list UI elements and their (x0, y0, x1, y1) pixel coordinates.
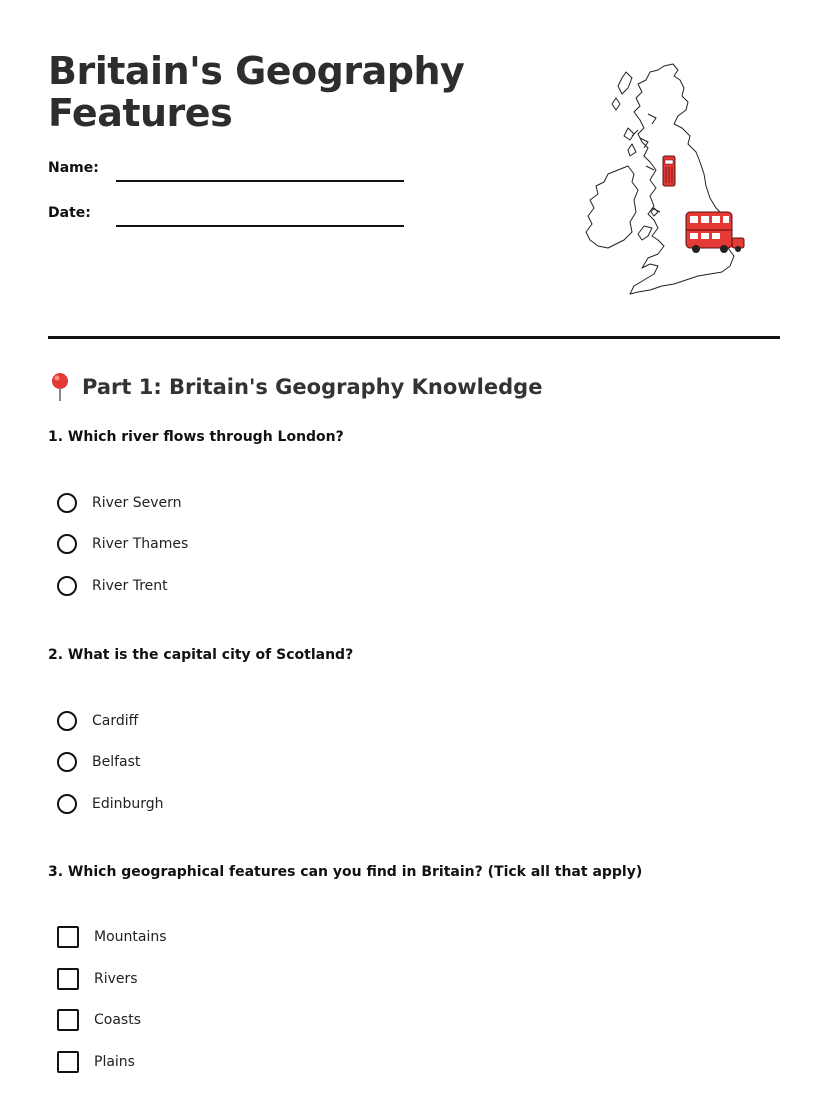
uk-map-illustration (578, 58, 758, 300)
checkbox[interactable] (57, 926, 79, 948)
red-double-decker-bus-icon (686, 212, 744, 253)
q2-option-3[interactable] (57, 791, 164, 817)
title-line-1: Britain's Geography (48, 49, 465, 93)
option-label: Mountains (94, 929, 167, 945)
option-label: Edinburgh (92, 796, 164, 812)
option-label: River Trent (92, 578, 168, 594)
part1-heading-text: Part 1: Britain's Geography Knowledge (82, 375, 543, 399)
radio-button[interactable] (57, 534, 77, 554)
q3-option-1[interactable] (57, 924, 167, 950)
checkbox[interactable] (57, 1009, 79, 1031)
worksheet-title (48, 50, 468, 134)
option-label: River Thames (92, 536, 189, 552)
q1-option-3[interactable] (57, 573, 168, 599)
date-label: Date: (48, 205, 91, 221)
checkbox[interactable] (57, 968, 79, 990)
title-line-2: Features (48, 91, 233, 135)
radio-button[interactable] (57, 493, 77, 513)
part1-heading (48, 372, 542, 402)
q2-option-1[interactable] (57, 708, 138, 734)
q2-option-2[interactable] (57, 749, 140, 775)
question-2: 2. What is the capital city of Scotland? (48, 647, 354, 663)
name-label: Name: (48, 160, 99, 176)
date-field[interactable] (116, 225, 404, 227)
checkbox[interactable] (57, 1051, 79, 1073)
q1-option-1[interactable] (57, 490, 182, 516)
header-divider (48, 336, 780, 339)
q3-option-3[interactable] (57, 1007, 141, 1033)
q3-option-4[interactable] (57, 1049, 135, 1075)
radio-button[interactable] (57, 576, 77, 596)
option-label: Rivers (94, 971, 138, 987)
uk-map-outline-icon (578, 58, 758, 300)
option-label: Plains (94, 1054, 135, 1070)
option-label: River Severn (92, 495, 182, 511)
red-telephone-box-icon (663, 156, 675, 186)
option-label: Coasts (94, 1012, 141, 1028)
radio-button[interactable] (57, 794, 77, 814)
radio-button[interactable] (57, 752, 77, 772)
name-field[interactable] (116, 180, 404, 182)
map-pin-icon (48, 372, 72, 402)
question-3: 3. Which geographical features can you find in Britain? (Tick all that apply) (48, 864, 643, 880)
q3-option-2[interactable] (57, 966, 138, 992)
option-label: Belfast (92, 754, 141, 770)
question-1: 1. Which river flows through London? (48, 429, 344, 445)
option-label: Cardiff (92, 713, 139, 729)
q1-option-2[interactable] (57, 531, 188, 557)
radio-button[interactable] (57, 711, 77, 731)
